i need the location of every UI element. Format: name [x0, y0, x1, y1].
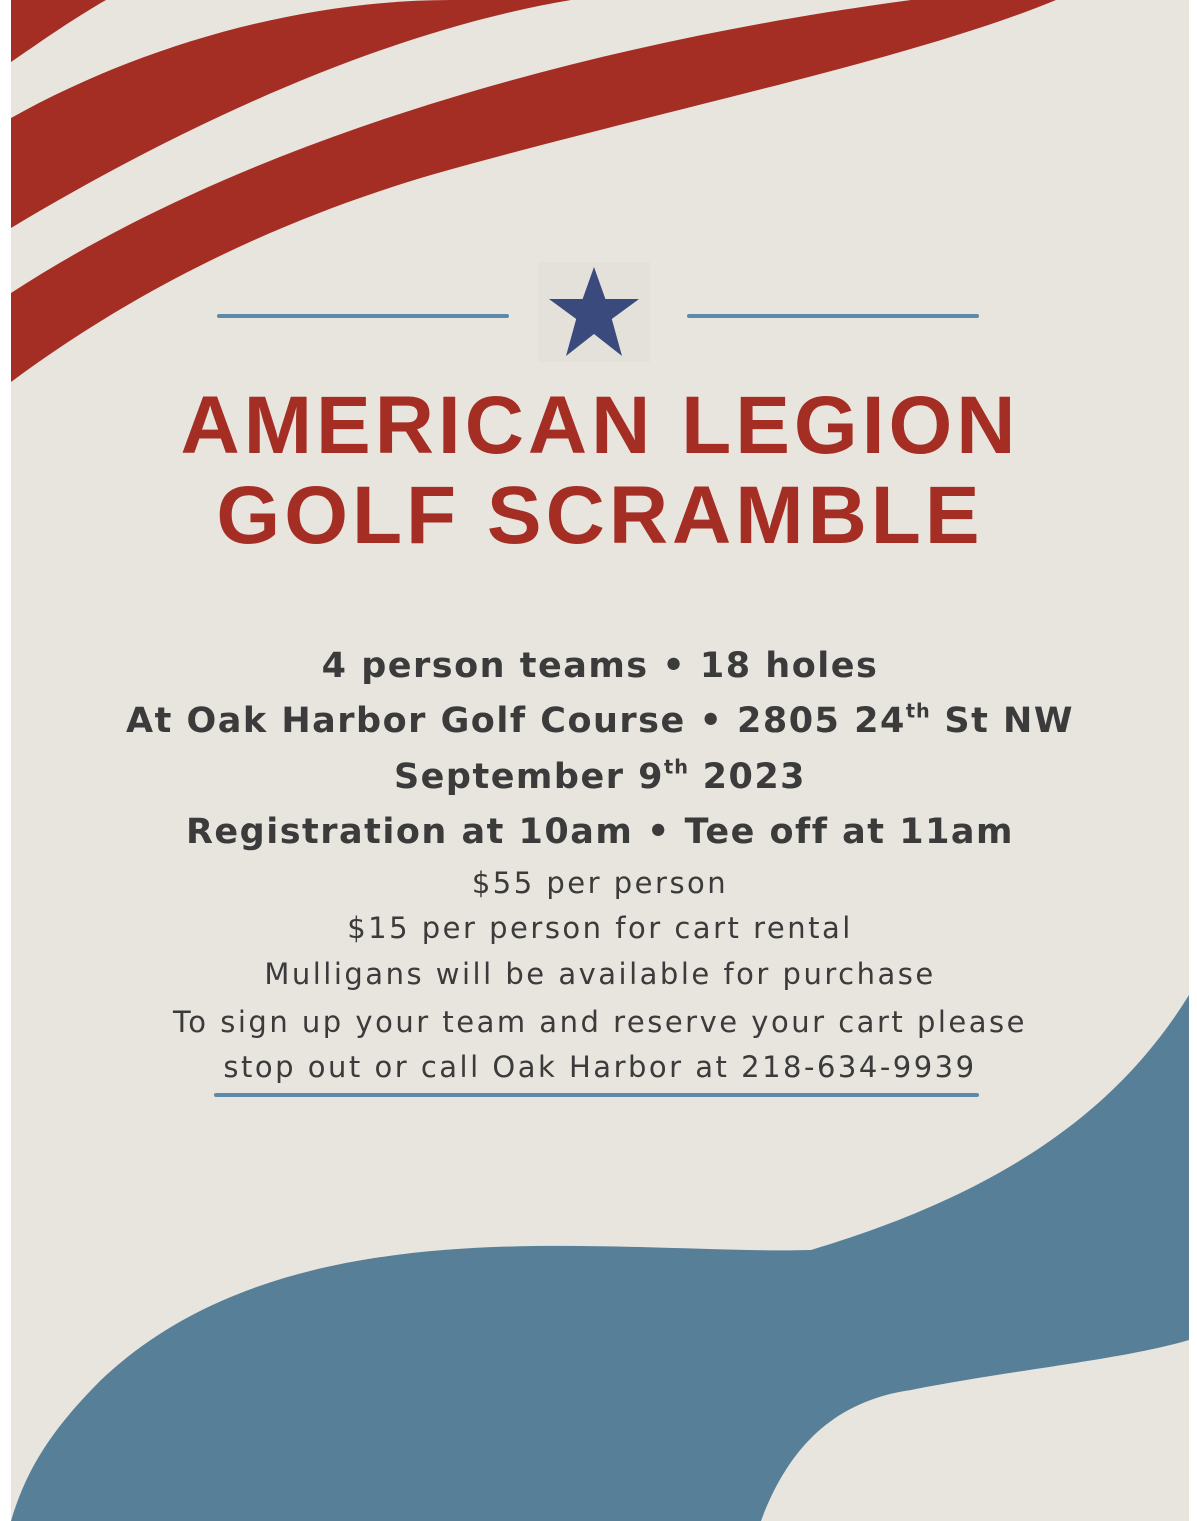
- divider-left: [217, 314, 509, 318]
- signup-line-1: To sign up your team and reserve your cart please: [173, 1005, 1027, 1039]
- title-line-2: GOLF SCRAMBLE: [216, 470, 984, 561]
- mulligans-note: Mulligans will be available for purchase: [264, 957, 936, 991]
- title-line-1: AMERICAN LEGION: [180, 380, 1020, 471]
- flyer: [11, 0, 1189, 1521]
- holes-text: 18 holes: [699, 646, 879, 686]
- bullet-separator: •: [699, 701, 724, 741]
- divider-bottom: [214, 1093, 979, 1097]
- times-line: [11, 812, 1189, 852]
- signup-line-2: stop out or call Oak Harbor at 218-634-9939: [223, 1050, 977, 1084]
- teams-text: 4 person teams: [321, 646, 649, 686]
- bullet-separator: •: [662, 646, 687, 686]
- location-line: [11, 701, 1189, 741]
- date-line: [11, 757, 1189, 797]
- divider-right: [687, 314, 979, 318]
- cart-price: $15 per person for cart rental: [347, 911, 853, 945]
- entry-price: $55 per person: [471, 866, 729, 900]
- event-date: September 9th 2023: [393, 755, 807, 797]
- teams-holes-line: [11, 646, 1189, 686]
- star-badge: [538, 262, 650, 362]
- course-name: At Oak Harbor Golf Course: [126, 701, 686, 741]
- star-icon: [538, 262, 650, 362]
- registration-time: Registration at 10am: [185, 812, 634, 852]
- red-stripe-top: [11, 0, 106, 62]
- bullet-separator: •: [647, 812, 671, 852]
- address: 2805 24th St NW: [737, 699, 1074, 741]
- tee-off-time: Tee off at 11am: [684, 812, 1015, 852]
